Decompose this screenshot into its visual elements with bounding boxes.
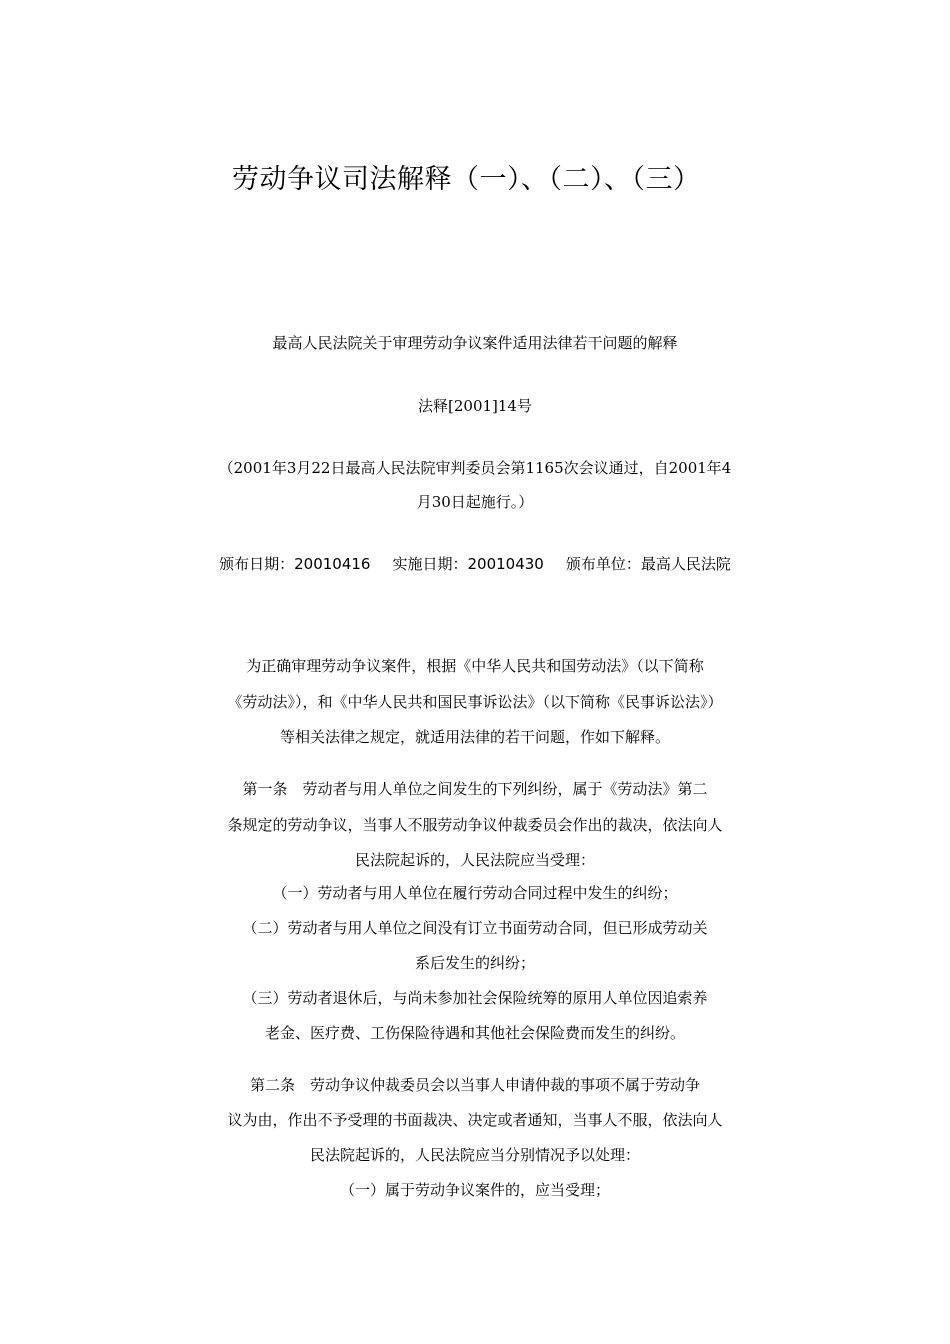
issuer: 最高人民法院 xyxy=(640,555,731,573)
article2-item-1: （一）属于劳动争议案件的，应当受理； xyxy=(339,1181,610,1199)
article1-line-3: 民法院起诉的，人民法院应当受理： xyxy=(354,851,595,869)
document-meta xyxy=(0,554,950,574)
document-number: 法释[2001]14号 xyxy=(418,397,532,415)
issuer-label: 颁布单位： xyxy=(565,555,641,573)
article2-line-1: 第二条 劳动争议仲裁委员会以当事人申请仲裁的事项不属于劳动争 xyxy=(249,1076,700,1094)
article2-line-2: 议为由，作出不予受理的书面裁决、决定或者通知，当事人不服，依法向人 xyxy=(227,1111,723,1129)
document-subtitle: 最高人民法院关于审理劳动争议案件适用法律若干问题的解释 xyxy=(272,334,678,352)
preamble-line-2: 《劳动法》），和《中华人民共和国民事诉讼法》（以下简称《民事诉讼法》） xyxy=(227,693,723,711)
adoption-note-line-2: 月30日起施行。） xyxy=(416,493,534,511)
document-title: 劳动争议司法解释（一）、（二）、（三） xyxy=(232,164,701,195)
effective-date-label: 实施日期： xyxy=(392,555,468,573)
article1-item-3-cont: 老金、医疗费、工伤保险待遇和其他社会保险费而发生的纠纷。 xyxy=(264,1024,685,1042)
preamble-line-1: 为正确审理劳动争议案件，根据《中华人民共和国劳动法》（以下简称 xyxy=(246,657,704,675)
article1-item-2-cont: 系后发生的纠纷； xyxy=(414,954,535,972)
article1-item-1: （一）劳动者与用人单位在履行劳动合同过程中发生的纠纷； xyxy=(272,884,678,902)
preamble-line-3: 等相关法律之规定，就适用法律的若干问题，作如下解释。 xyxy=(279,728,670,746)
article1-item-2: （二）劳动者与用人单位之间没有订立书面劳动合同，但已形成劳动关 xyxy=(242,919,708,937)
article1-line-2: 条规定的劳动争议，当事人不服劳动争议仲裁委员会作出的裁决，依法向人 xyxy=(227,816,723,834)
article2-line-3: 民法院起诉的，人民法院应当分别情况予以处理： xyxy=(309,1146,640,1164)
adoption-note-line-1: （2001年3月22日最高人民法院审判委员会第1165次会议通过，自2001年4 xyxy=(218,459,732,477)
issue-date-label: 颁布日期： xyxy=(219,555,295,573)
issue-date: 20010416 xyxy=(294,555,371,573)
effective-date: 20010430 xyxy=(467,555,544,573)
article1-line-1: 第一条 劳动者与用人单位之间发生的下列纠纷，属于《劳动法》第二 xyxy=(242,780,708,798)
article1-item-3: （三）劳动者退休后，与尚未参加社会保险统筹的原用人单位因追索养 xyxy=(242,989,708,1007)
